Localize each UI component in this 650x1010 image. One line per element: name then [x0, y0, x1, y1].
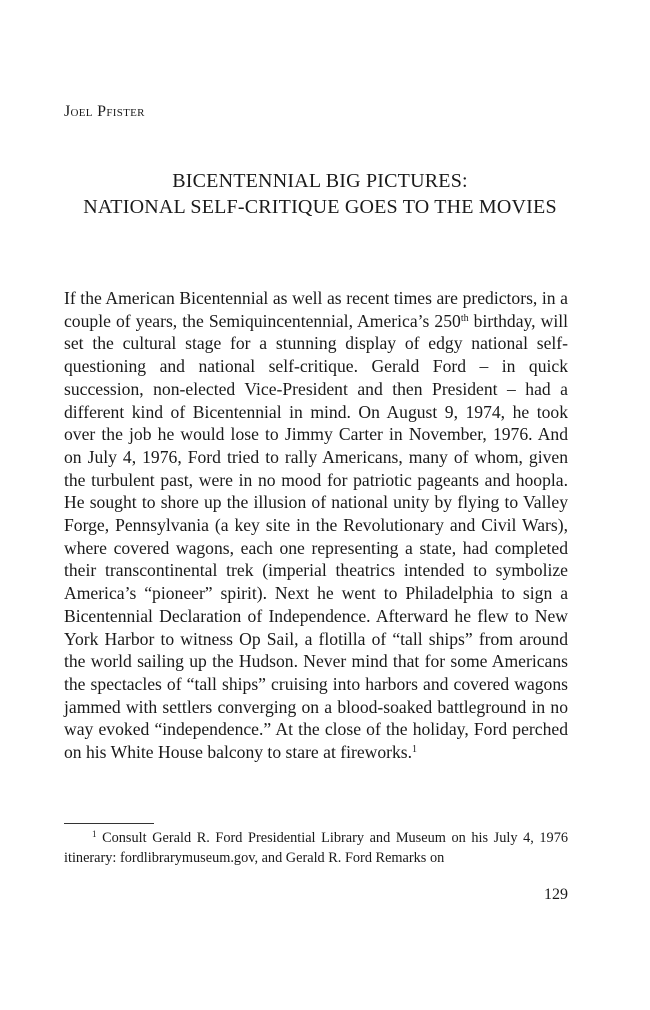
author-first-name-rest: oel: [70, 103, 98, 120]
body-text-part-1: If the American Bicentennial as well as recent times are predictors, in a couple of years, the Semiquincentennial, America’s 250: [64, 288, 568, 331]
ordinal-superscript: th: [460, 312, 469, 324]
chapter-title: [64, 168, 576, 220]
chapter-title-line-2: NATIONAL SELF-CRITIQUE GOES TO THE MOVIES: [83, 196, 557, 218]
author-last-initial: P: [97, 103, 107, 120]
page-number: 129: [544, 886, 568, 903]
author-initial: J: [64, 103, 71, 120]
footnote: [64, 828, 568, 868]
body-text-part-2: birthday, will set the cultural stage for a stunning display of edgy national self-questioning and national self-critique. Gerald Ford – in quick succession, non-elected Vice-President and then President – had a different kind of Bicentennial in mind. On August 9, 1974, he took over the job he would lose to Jimmy Carter in November, 1976. And on July 4, 1976, Ford tried to rally Americans, many of whom, given the turbulent past, were in no mood for patriotic pageants and hoopla. He sought to shore up the illusion of national unity by flying to Valley Forge, Pennsylvania (a key site in the Revolutionary and Civil Wars), where covered wagons, each one representing a state, had completed their transcontinental trek (imperial theatrics intended to symbolize America’s “pioneer” spirit). Next he went to Philadelphia to sign a Bicentennial Declaration of Independence. Afterward he flew to New York Harbor to witness Op Sail, a flotilla of “tall ships” from around the world sailing up the Hudson. Never mind that for some Americans the spectacles of “tall ships” cruising into harbors and covered wagons jammed with settlers converging on a blood-soaked battleground in no way evoked “independence.” At the close of the holiday, Ford perched on his White House balcony to stare at fireworks.: [64, 310, 568, 763]
footnote-text: Consult Gerald R. Ford Presidential Library and Museum on his July 4, 1976 itinerary: fordlibrarymuseum.gov, and Gerald R. Ford Remarks on: [64, 830, 568, 866]
running-header-author: [64, 103, 145, 121]
body-paragraph: [64, 287, 568, 764]
chapter-title-line-1: BICENTENNIAL BIG PICTURES:: [172, 170, 468, 192]
footnote-divider: [64, 823, 154, 824]
footnote-reference: 1: [412, 744, 418, 756]
author-last-name-rest: fister: [106, 103, 145, 120]
footnote-marker: 1: [92, 829, 97, 839]
